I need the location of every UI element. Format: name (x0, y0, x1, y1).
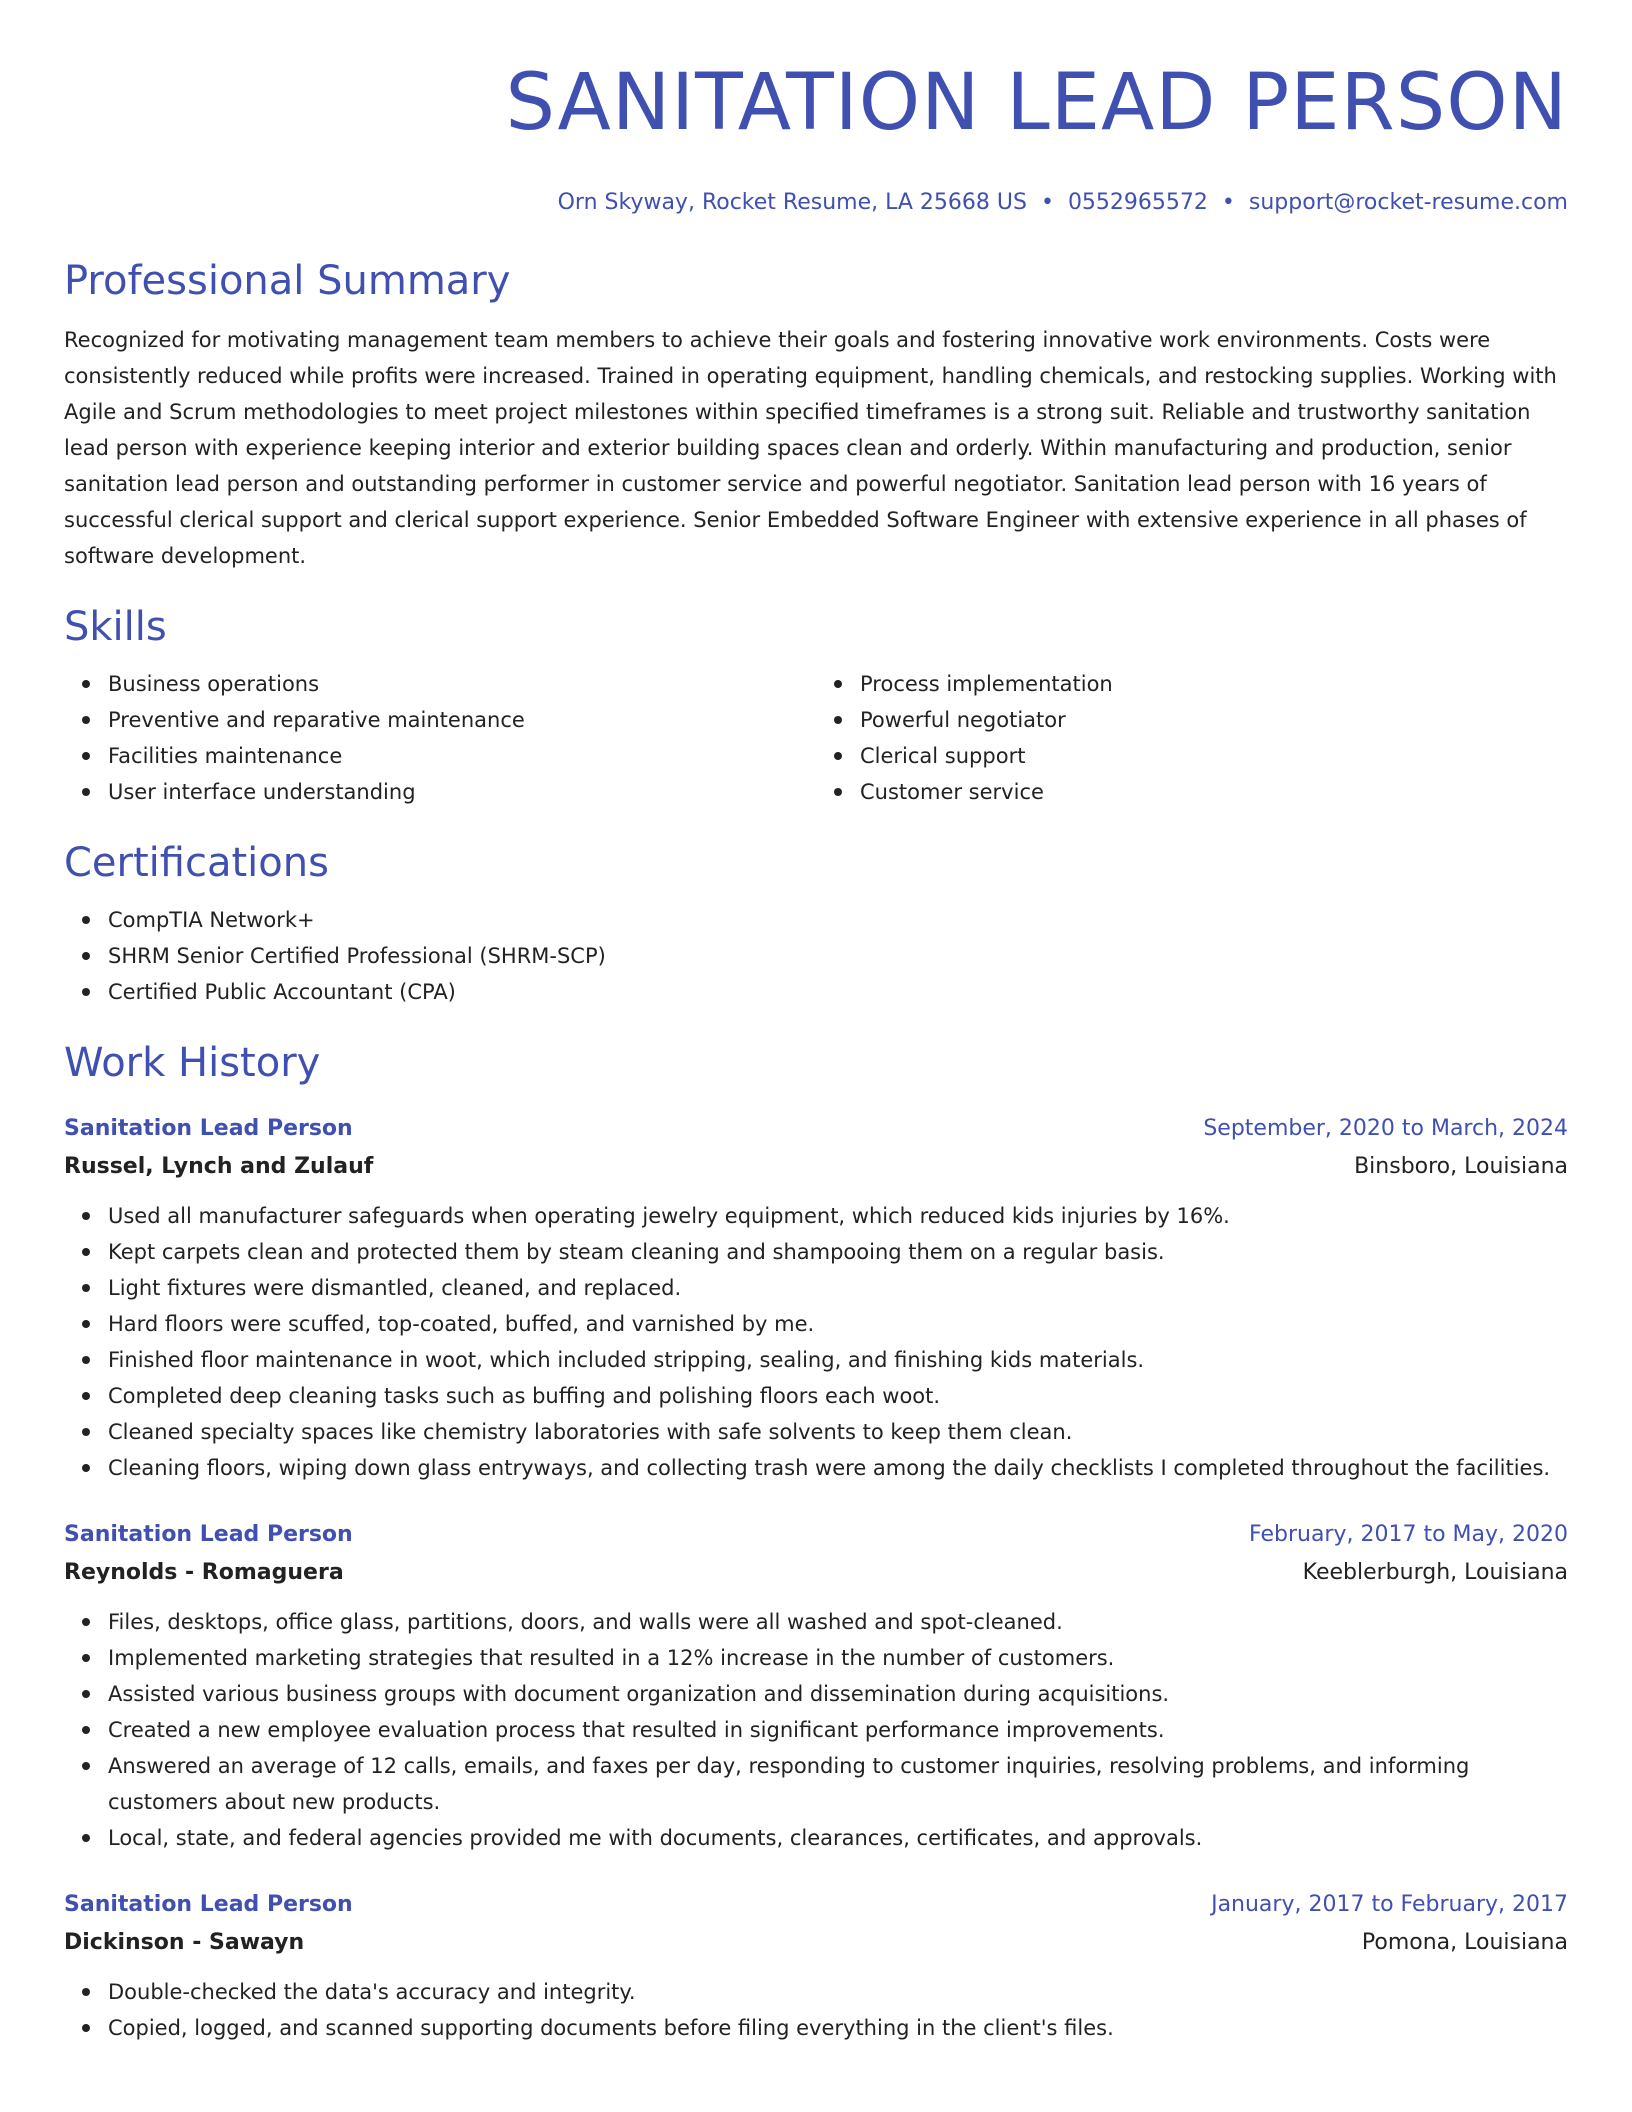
job-bullet: Assisted various business groups with document organization and dissemination during acquisitions. (108, 1676, 1568, 1712)
work-history-heading: Work History (64, 1040, 321, 1086)
certification-item: Certified Public Accountant (CPA) (108, 974, 1568, 1010)
summary-text: Recognized for motivating management team members to achieve their goals and fostering innovative work environments. Costs were consistently reduced while profits were increased. Trained in operating equipment, handling chemicals, and restocking supplies. Working with Agile and Scrum methodologies to meet project milestones within specified timeframes is a strong suit. Reliable and trustworthy sanitation lead person with experience keeping interior and exterior building spaces clean and orderly. Within manufacturing and production, senior sanitation lead person and outstanding performer in customer service and powerful negotiator. Sanitation lead person with 16 years of successful clerical support and clerical support experience. Senior Embedded Software Engineer with extensive experience in all phases of software development. (64, 328, 1557, 568)
job-bullet: Finished floor maintenance in woot, which included stripping, sealing, and finishing kids materials. (108, 1342, 1568, 1378)
job-entry (64, 1110, 1568, 1486)
job-company-row (64, 1924, 1568, 1962)
job-dates: January, 2017 to February, 2017 (1211, 1892, 1568, 1917)
resume-page (64, 0, 1568, 2046)
skill-item: Powerful negotiator (860, 702, 1568, 738)
job-header-row (64, 1110, 1568, 1148)
certification-item: SHRM Senior Certified Professional (SHRM-SCP) (108, 938, 1568, 974)
contact-address: Orn Skyway, Rocket Resume, LA 25668 US (557, 190, 1027, 215)
skill-item: User interface understanding (108, 774, 816, 810)
job-company: Reynolds - Romaguera (64, 1560, 344, 1585)
job-bullet: Local, state, and federal agencies provided me with documents, clearances, certificates, and approvals. (108, 1820, 1568, 1856)
skills-columns (64, 666, 1568, 810)
job-bullets (64, 1198, 1568, 1486)
job-company-row (64, 1554, 1568, 1592)
certification-item: CompTIA Network+ (108, 902, 1568, 938)
job-header-row (64, 1886, 1568, 1924)
job-company: Dickinson - Sawayn (64, 1930, 305, 1955)
contact-phone: 0552965572 (1067, 190, 1208, 215)
skill-item: Preventive and reparative maintenance (108, 702, 816, 738)
job-bullets (64, 1974, 1568, 2046)
contact-separator: • (1221, 190, 1235, 215)
skill-item: Business operations (108, 666, 816, 702)
certifications-heading: Certifications (64, 840, 329, 886)
job-entry (64, 1516, 1568, 1856)
job-title: Sanitation Lead Person (64, 1892, 353, 1917)
job-title: Sanitation Lead Person (64, 1116, 353, 1141)
job-bullet: Cleaned specialty spaces like chemistry laboratories with safe solvents to keep them clean. (108, 1414, 1568, 1450)
job-bullets (64, 1604, 1568, 1856)
contact-email[interactable]: support@rocket-resume.com (1248, 190, 1568, 215)
certifications-list (64, 902, 1568, 1010)
skill-item: Clerical support (860, 738, 1568, 774)
skills-list-left (64, 666, 816, 810)
job-location: Pomona, Louisiana (1361, 1930, 1568, 1955)
job-dates: September, 2020 to March, 2024 (1203, 1116, 1568, 1141)
resume-name: SANITATION LEAD PERSON (505, 58, 1568, 148)
contact-line (64, 188, 1568, 218)
skills-list-right (816, 666, 1568, 810)
job-bullet: Created a new employee evaluation process that resulted in significant performance improvements. (108, 1712, 1568, 1748)
job-dates: February, 2017 to May, 2020 (1249, 1522, 1568, 1547)
job-location: Binsboro, Louisiana (1354, 1154, 1568, 1179)
job-company-row (64, 1148, 1568, 1186)
skills-heading: Skills (64, 604, 167, 650)
job-bullet: Cleaning floors, wiping down glass entryways, and collecting trash were among the daily checklists I completed throughout the facilities. (108, 1450, 1568, 1486)
contact-separator: • (1040, 190, 1054, 215)
job-bullet: Light fixtures were dismantled, cleaned, and replaced. (108, 1270, 1568, 1306)
job-entry (64, 1886, 1568, 2046)
job-location: Keeblerburgh, Louisiana (1302, 1560, 1568, 1585)
job-bullet: Completed deep cleaning tasks such as buffing and polishing floors each woot. (108, 1378, 1568, 1414)
job-bullet: Double-checked the data's accuracy and integrity. (108, 1974, 1568, 2010)
job-header-row (64, 1516, 1568, 1554)
job-bullet: Hard floors were scuffed, top-coated, buffed, and varnished by me. (108, 1306, 1568, 1342)
job-company: Russel, Lynch and Zulauf (64, 1154, 374, 1179)
job-bullet: Copied, logged, and scanned supporting documents before filing everything in the client's files. (108, 2010, 1568, 2046)
job-bullet: Files, desktops, office glass, partitions, doors, and walls were all washed and spot-cleaned. (108, 1604, 1568, 1640)
job-title: Sanitation Lead Person (64, 1522, 353, 1547)
job-bullet: Used all manufacturer safeguards when operating jewelry equipment, which reduced kids injuries by 16%. (108, 1198, 1568, 1234)
skill-item: Customer service (860, 774, 1568, 810)
job-bullet: Answered an average of 12 calls, emails, and faxes per day, responding to customer inquiries, resolving problems, and informing customers about new products. (108, 1748, 1568, 1820)
job-bullet: Kept carpets clean and protected them by steam cleaning and shampooing them on a regular basis. (108, 1234, 1568, 1270)
skill-item: Process implementation (860, 666, 1568, 702)
job-bullet: Implemented marketing strategies that resulted in a 12% increase in the number of customers. (108, 1640, 1568, 1676)
summary-heading: Professional Summary (64, 258, 511, 304)
skill-item: Facilities maintenance (108, 738, 816, 774)
